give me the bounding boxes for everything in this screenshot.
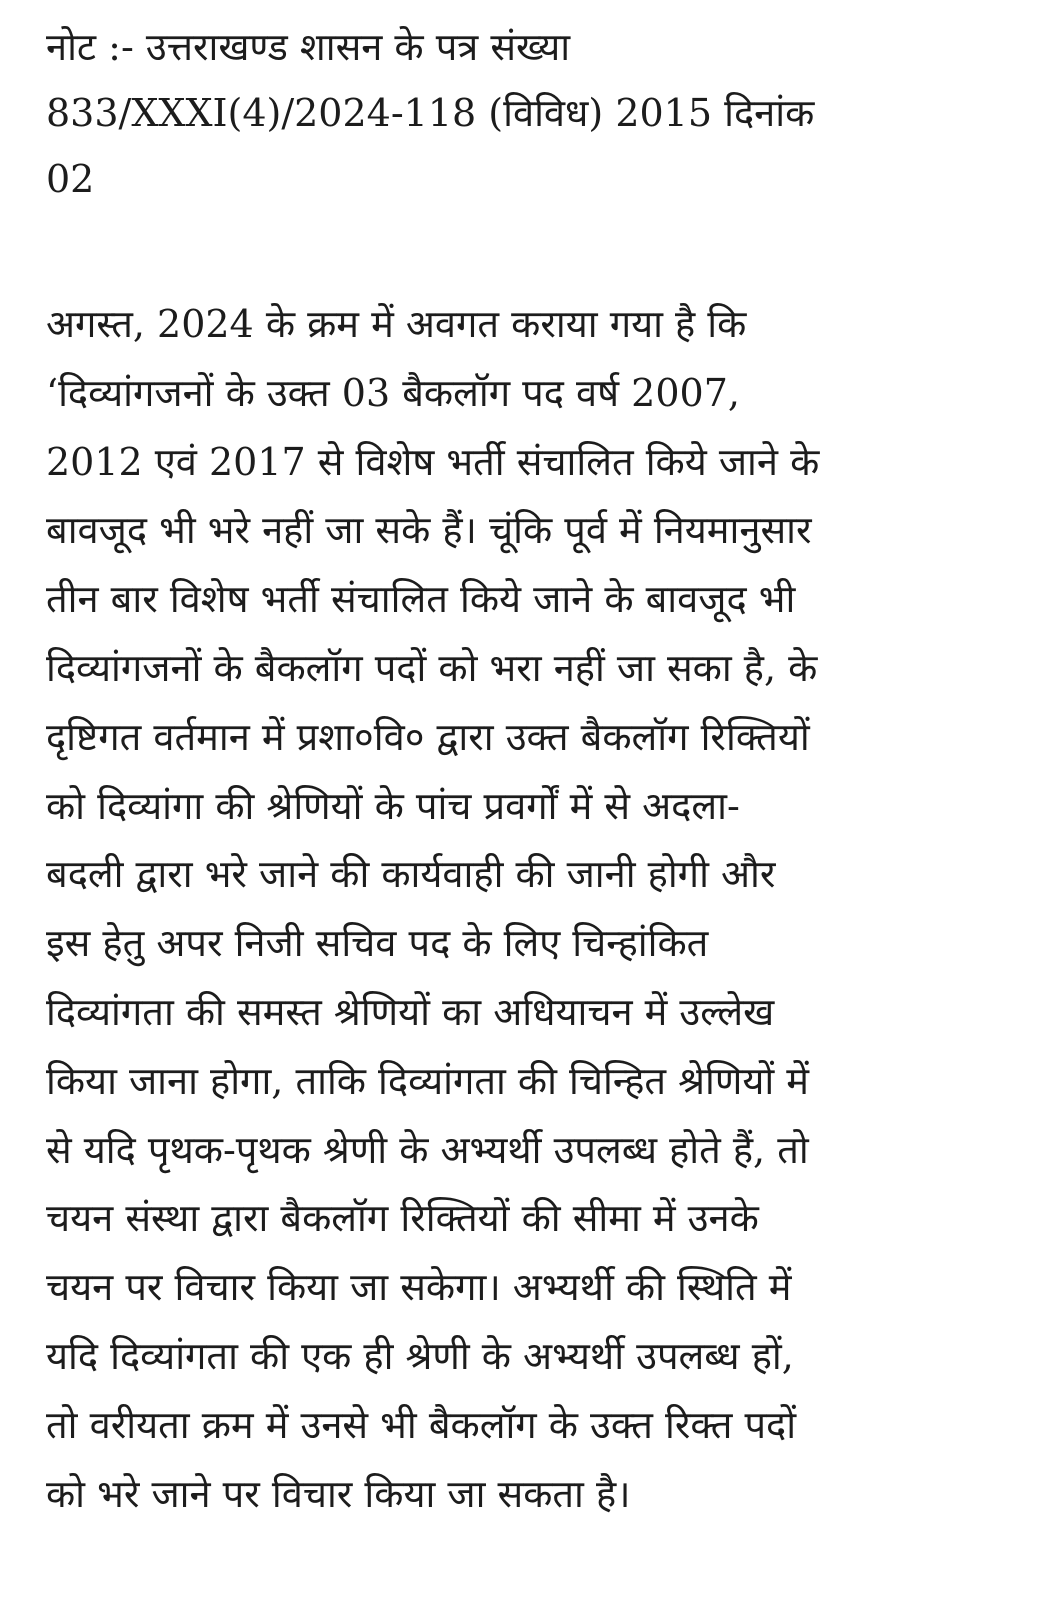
body-line: किया जाना होगा, ताकि दिव्यांगता की चिन्हित श्रेणियों में [46, 1058, 810, 1103]
body-line: दिव्यांगता की समस्त श्रेणियों का अधियाचन में उल्लेख [46, 989, 775, 1034]
body-line: को दिव्यांगा की श्रेणियों के पांच प्रवर्गों में से अदला- [46, 783, 740, 828]
note-line: 833/XXXI(4)/2024-118 (विविध) 2015 दिनांक [46, 91, 815, 135]
body-line: तीन बार विशेष भर्ती संचालित किये जाने के बावजूद भी [46, 577, 796, 622]
note-paragraph [46, 14, 1026, 212]
body-line: तो वरीयता क्रम में उनसे भी बैकलॉग के उक्त रिक्त पदों [46, 1402, 797, 1447]
body-line: इस हेतु अपर निजी सचिव पद के लिए चिन्हांकित [46, 921, 709, 966]
body-line: दृष्टिगत वर्तमान में प्रशा०वि० द्वारा उक्त बैकलॉग रिक्तियों [46, 714, 810, 759]
body-line: दिव्यांगजनों के बैकलॉग पदों को भरा नहीं जा सका है, के [46, 645, 818, 690]
note-line: 02 [46, 157, 95, 201]
body-line: चयन पर विचार किया जा सकेगा। अभ्यर्थी की स्थिति में [46, 1265, 792, 1310]
body-line: चयन संस्था द्वारा बैकलॉग रिक्तियों की सीमा में उनके [46, 1196, 759, 1241]
body-line: को भरे जाने पर विचार किया जा सकता है। [46, 1471, 631, 1516]
body-line: से यदि पृथक-पृथक श्रेणी के अभ्यर्थी उपलब्ध होते हैं, तो [46, 1127, 809, 1172]
document-page [46, 14, 1026, 1528]
paragraph-gap [46, 212, 1026, 290]
body-paragraph [46, 290, 1026, 1528]
body-line: बदली द्वारा भरे जाने की कार्यवाही की जानी होगी और [46, 852, 776, 897]
body-line: 2012 एवं 2017 से विशेष भर्ती संचालित किये जाने के [46, 439, 820, 484]
body-line: ‘दिव्यांगजनों के उक्त 03 बैकलॉग पद वर्ष 2007, [46, 370, 740, 415]
body-line: अगस्त, 2024 के क्रम में अवगत कराया गया है कि [46, 302, 747, 346]
note-line: नोट :- उत्तराखण्ड शासन के पत्र संख्या [46, 25, 571, 69]
body-line: यदि दिव्यांगता की एक ही श्रेणी के अभ्यर्थी उपलब्ध हों, [46, 1333, 794, 1378]
body-line: बावजूद भी भरे नहीं जा सके हैं। चूंकि पूर्व में नियमानुसार [46, 508, 812, 553]
